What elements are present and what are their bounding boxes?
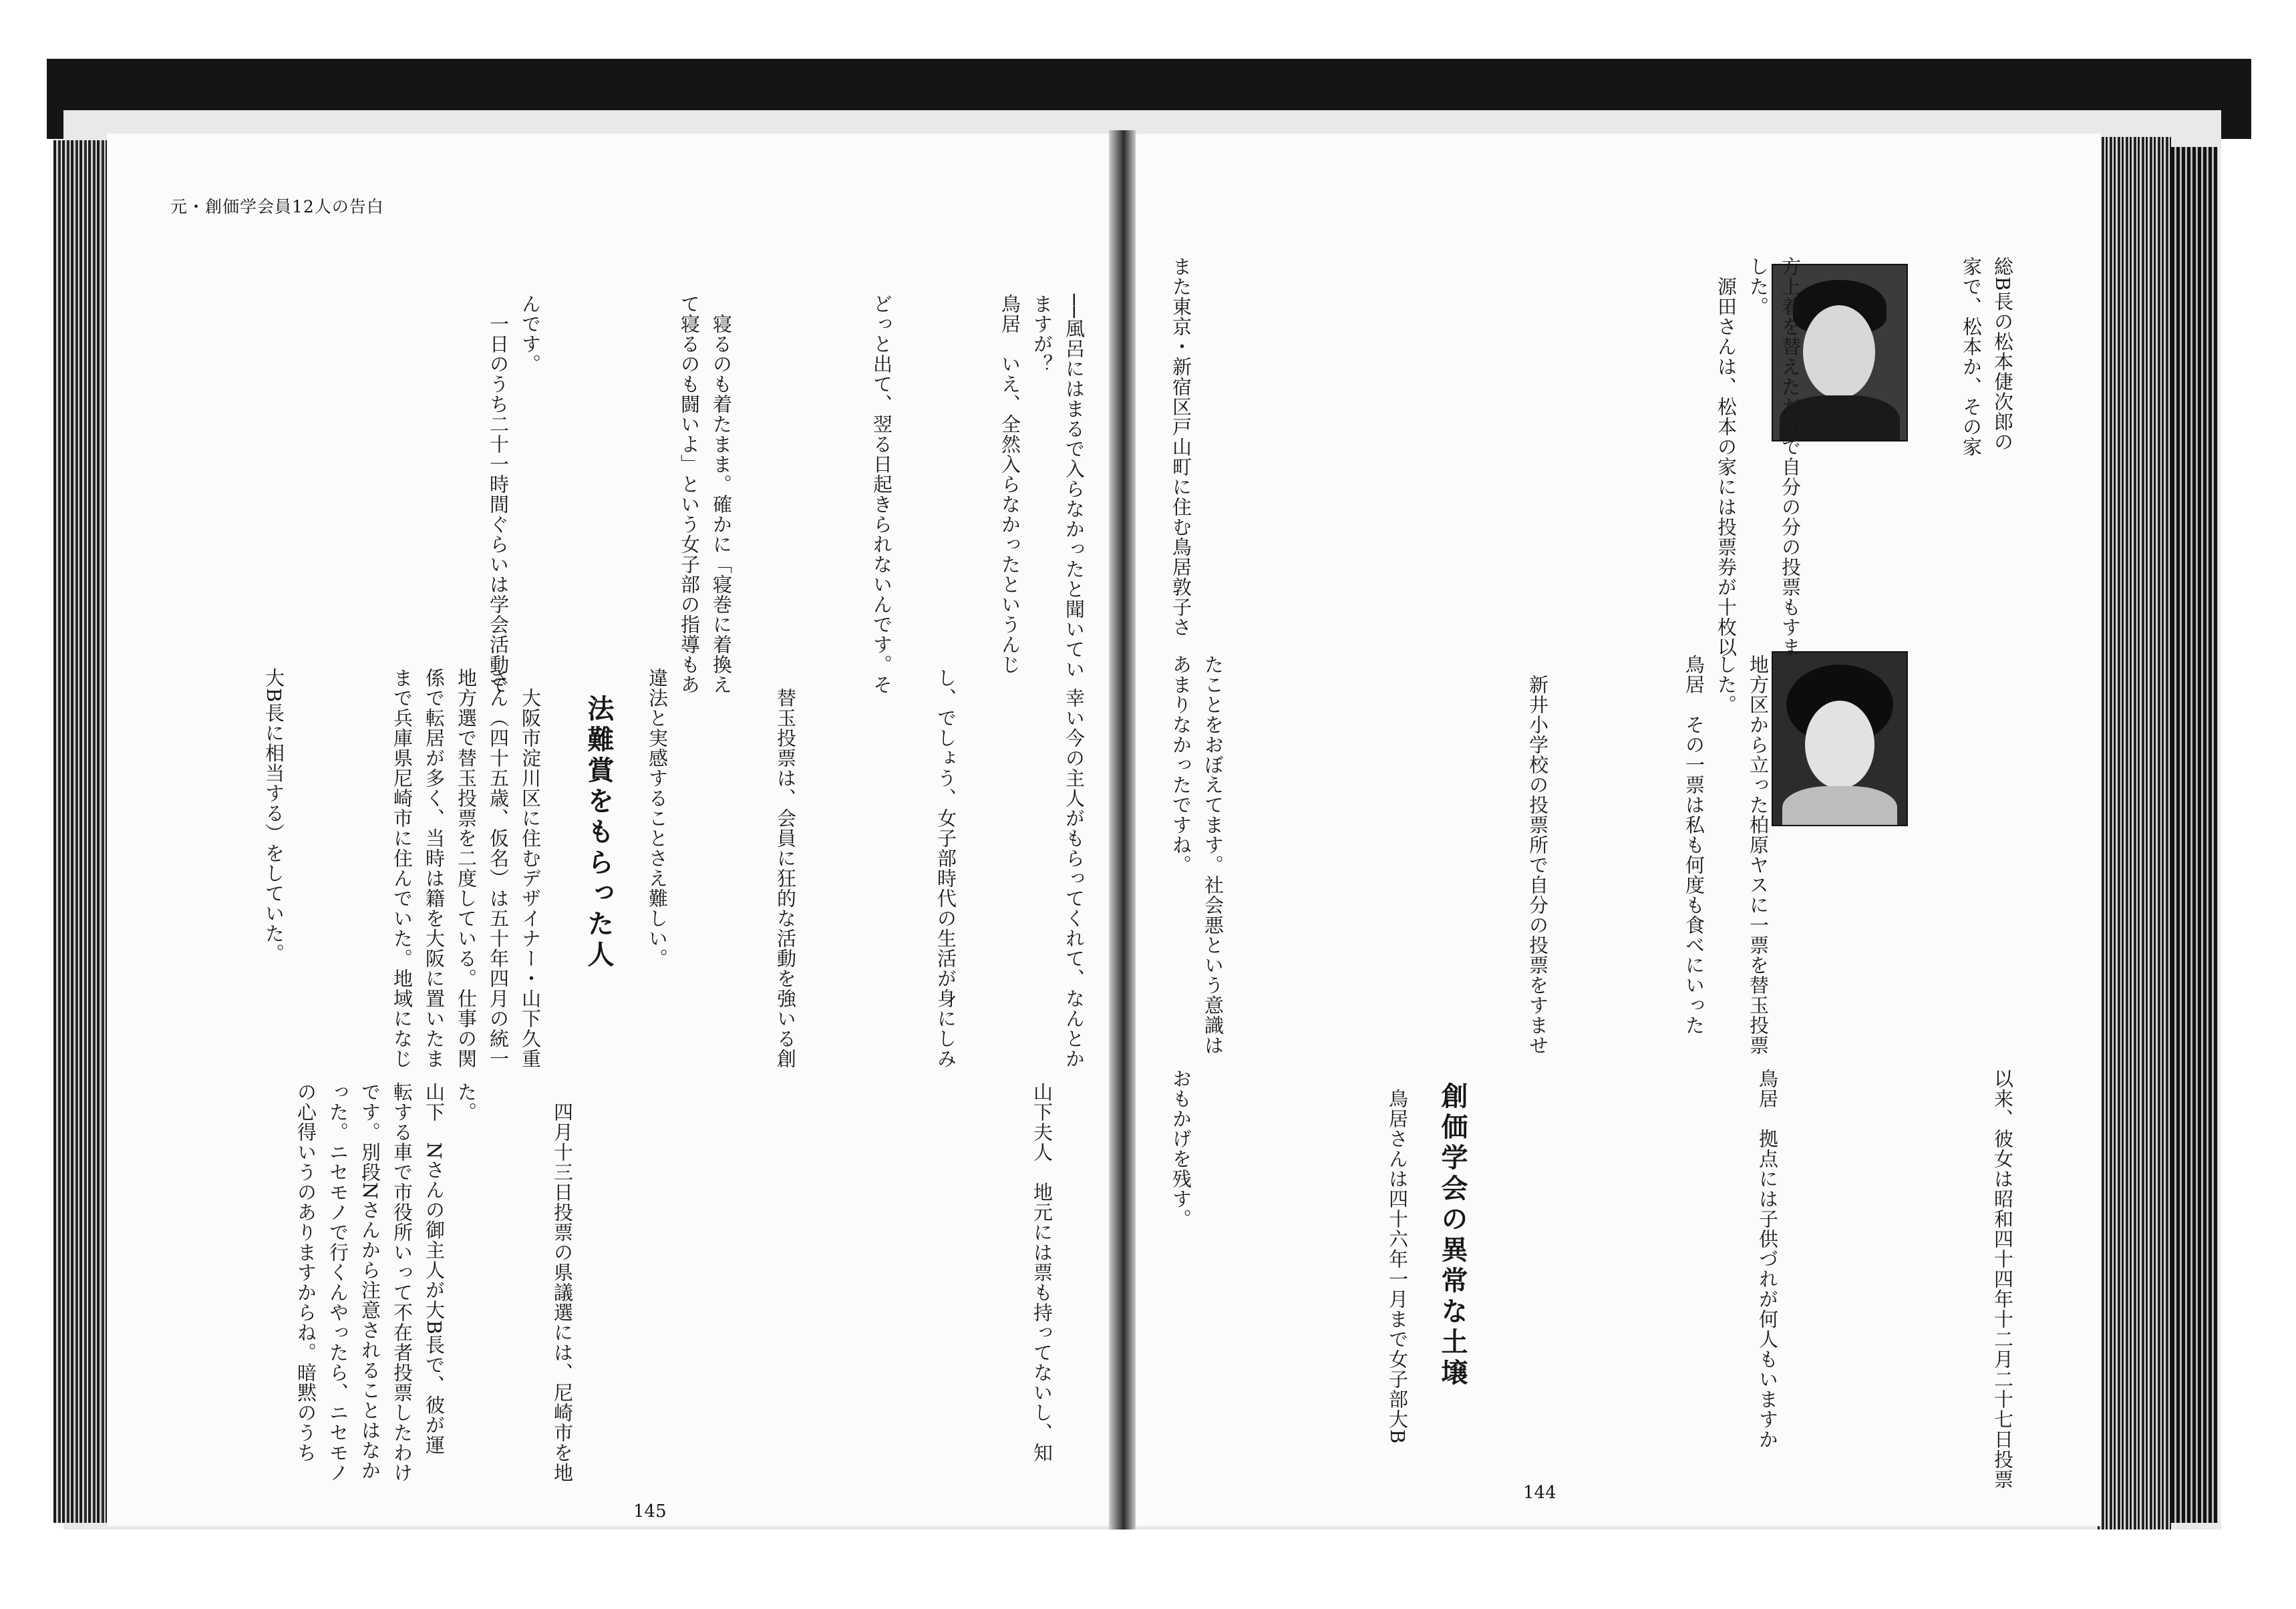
text-column: 違法と実感することさえ難しい。 — [646, 668, 669, 968]
text-column: 鳥居さんは四十六年一月まで女子部大B — [1386, 1089, 1409, 1445]
text-column: 鳥居 拠点には子供づれが何人もいますか — [1756, 1069, 1779, 1449]
portrait-1-face — [1803, 305, 1875, 399]
text-column: ますが？ — [1031, 294, 1053, 374]
text-column: たことをおぼえてます。社会悪という意識は — [1202, 655, 1224, 1055]
heading-houkanshou: 法難賞をもらった人 — [583, 695, 614, 971]
text-column: 鳥居 いえ、全然入らなかったというんじ — [999, 294, 1021, 675]
page-right — [1129, 134, 2101, 1526]
portrait-photo-2 — [1772, 651, 1908, 826]
text-column: 山下夫人 地元には票も持ってないし、知 — [1031, 1082, 1053, 1463]
byline-torii: また東京・新宿区戸山町に住む鳥居敦子さ — [1170, 256, 1192, 637]
text-column: 方上着を替えただけで自分の分の投票もすま — [1779, 256, 1802, 657]
text-column: し、でしょう、女子部時代の生活が身にしみ — [935, 668, 957, 1069]
portrait-2-face — [1805, 701, 1874, 789]
text-column: 替玉投票は、会員に狂的な活動を強いる創 — [774, 688, 797, 1069]
text-column: 家で、松本か、その家 — [1960, 256, 1983, 457]
text-column: どっと出て、翌る日起きられないんです。そ — [870, 294, 893, 695]
text-column: した。 — [1747, 256, 1770, 317]
text-column: 幸い今の主人がもらってくれて、なんとか — [1063, 688, 1086, 1069]
byline-yamashita: 大阪市淀川区に住むデザイナー・山下久重 — [519, 688, 542, 1069]
text-column: た。 — [455, 1082, 478, 1122]
text-column: ──風呂にはまるで入らなかったと聞いてい — [1063, 294, 1086, 679]
text-column: 鳥居 その一票は私も何度も食べにいった — [1683, 655, 1705, 1035]
text-column: んです。 — [519, 294, 542, 374]
heading-soka-dojou: 創価学会の異常な土壌 — [1437, 1082, 1468, 1389]
text-column: 新井小学校の投票所で自分の投票をすませ — [1526, 675, 1549, 1055]
text-column: さん（四十五歳、仮名）は五十年四月の統一 — [487, 668, 510, 1069]
text-column: 転する車で市役所いって不在者投票したわけ — [391, 1082, 414, 1483]
page-edges-right — [2098, 137, 2171, 1530]
text-column: おもかげを残す。 — [1170, 1069, 1192, 1229]
text-column: 係で転居が多く、当時は籍を大阪に置いたま — [423, 668, 446, 1069]
text-column: 地方区から立った柏原ヤスに一票を替玉投票 — [1747, 655, 1770, 1055]
running-head: 元・創価学会員12人の告白 — [170, 197, 384, 216]
portrait-2-body — [1782, 786, 1897, 826]
page-edges-right-outer — [2171, 147, 2218, 1523]
text-column: 一日のうち二十一時間ぐらいは学会活動で — [487, 314, 510, 695]
text-column: の心得いうのありますからね。暗黙のうち — [295, 1082, 317, 1463]
text-column: あまりなかったですね。 — [1170, 655, 1192, 875]
text-column: 大B長に相当する）をしていた。 — [263, 668, 285, 964]
page-edges-left — [53, 140, 108, 1523]
text-column: まで兵庫県尼崎市に住んでいた。地域になじ — [391, 668, 414, 1069]
book-gutter — [1109, 130, 1136, 1530]
scan-margin-top — [0, 0, 2296, 59]
text-column: 源田さんは、松本の家には投票券が十枚以 — [1715, 277, 1738, 657]
page-number-left: 145 — [633, 1501, 667, 1522]
text-column: 以来、彼女は昭和四十四年十二月二十七日投票 — [1991, 1069, 2014, 1489]
text-column: て寝るのも闘いよ」という女子部の指導もあ — [678, 294, 701, 695]
text-column: 四月十三日投票の県議選には、尼崎市を地 — [551, 1102, 574, 1483]
text-column: 寝るのも着たまま。確かに「寝巻に着換え — [710, 314, 733, 695]
text-column: 地方選で替玉投票を二度している。仕事の関 — [455, 668, 478, 1069]
text-column: った。ニセモノで行くんやったら、ニセモノ — [327, 1082, 349, 1483]
text-column: した。 — [1715, 655, 1738, 715]
text-column: 総B長の松本倢次郎の — [1991, 256, 2014, 452]
text-column: 山下 Nさんの御主人が大B長で、彼が運 — [423, 1082, 446, 1455]
text-column: です。別段Nさんから注意されることはなか — [359, 1082, 381, 1481]
page-number-right: 144 — [1523, 1483, 1556, 1503]
